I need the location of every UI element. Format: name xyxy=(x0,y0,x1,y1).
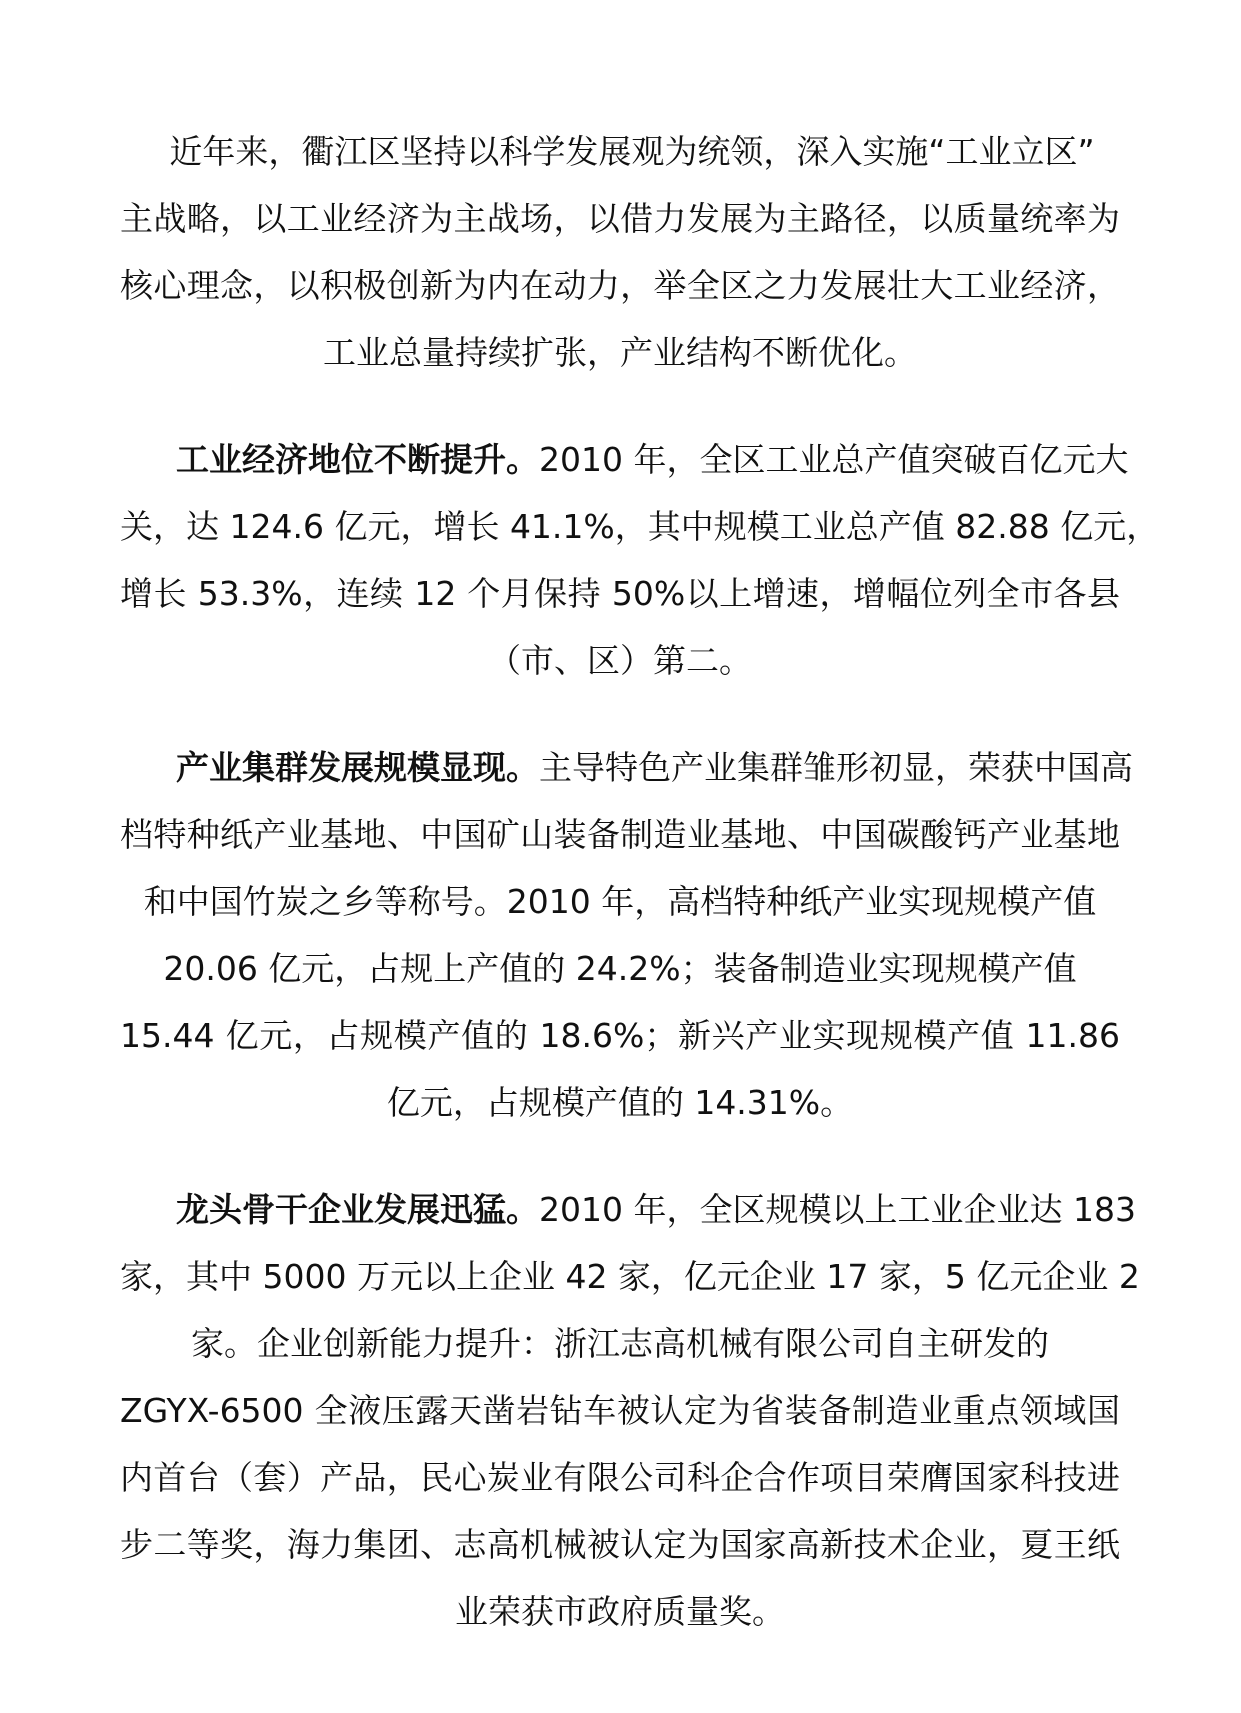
paragraph-line: 核心理念，以积极创新为内在动力，举全区之力发展壮大工业经济， xyxy=(120,266,1120,305)
paragraph-line: 步二等奖，海力集团、志高机械被认定为国家高新技术企业，夏王纸 xyxy=(120,1525,1120,1564)
paragraph-line: 20.06 亿元，占规上产值的 24.2%；装备制造业实现规模产值 xyxy=(163,949,1077,988)
paragraph-line: 和中国竹炭之乡等称号。2010 年，高档特种纸产业实现规模产值 xyxy=(143,882,1097,921)
paragraph-industry-cluster xyxy=(120,734,1133,1136)
paragraph-first-line xyxy=(120,1176,1136,1243)
paragraph-line: 2010 年，全区工业总产值突破百亿元大 xyxy=(539,440,1129,479)
paragraph-line: 主导特色产业集群雏形初显，荣获中国高 xyxy=(539,748,1133,787)
paragraph-industrial-status xyxy=(120,426,1160,694)
paragraph-line: 2010 年，全区规模以上工业企业达 183 xyxy=(539,1190,1136,1229)
paragraph-line: 内首台（套）产品，民心炭业有限公司科企合作项目荣膺国家科技进 xyxy=(120,1458,1120,1497)
paragraph-heading: 产业集群发展规模显现。 xyxy=(176,748,539,787)
paragraph-heading: 工业经济地位不断提升。 xyxy=(176,440,539,479)
paragraph-first-line xyxy=(120,426,1129,493)
paragraph-line: 增长 53.3%，连续 12 个月保持 50%以上增速，增幅位列全市各县 xyxy=(120,574,1120,613)
paragraph-line: ZGYX-6500 全液压露天凿岩钻车被认定为省装备制造业重点领域国 xyxy=(120,1391,1120,1430)
paragraph-line: 档特种纸产业基地、中国矿山装备制造业基地、中国碳酸钙产业基地 xyxy=(120,815,1120,854)
paragraph-line: 主战略，以工业经济为主战场，以借力发展为主路径，以质量统率为 xyxy=(120,199,1120,238)
paragraph-line: 业荣获市政府质量奖。 xyxy=(455,1592,785,1631)
paragraph-line: 近年来，衢江区坚持以科学发展观为统领，深入实施“工业立区” xyxy=(169,132,1095,171)
paragraph-line: 关，达 124.6 亿元，增长 41.1%，其中规模工业总产值 82.88 亿元， xyxy=(120,507,1160,546)
paragraph-line: （市、区）第二。 xyxy=(488,641,752,680)
document-page xyxy=(120,118,1160,1685)
paragraph-leading-enterprises xyxy=(120,1176,1140,1645)
paragraph-line: 家。企业创新能力提升：浙江志高机械有限公司自主研发的 xyxy=(191,1324,1049,1363)
paragraph-line: 亿元，占规模产值的 14.31%。 xyxy=(386,1083,854,1122)
paragraph-line: 工业总量持续扩张，产业结构不断优化。 xyxy=(323,333,917,372)
paragraph-line: 家，其中 5000 万元以上企业 42 家，亿元企业 17 家，5 亿元企业 2 xyxy=(120,1257,1140,1296)
paragraph-first-line xyxy=(120,734,1133,801)
paragraph-line: 15.44 亿元，占规模产值的 18.6%；新兴产业实现规模产值 11.86 xyxy=(120,1016,1120,1055)
paragraph-heading: 龙头骨干企业发展迅猛。 xyxy=(176,1190,539,1229)
paragraph-intro xyxy=(120,118,1120,386)
